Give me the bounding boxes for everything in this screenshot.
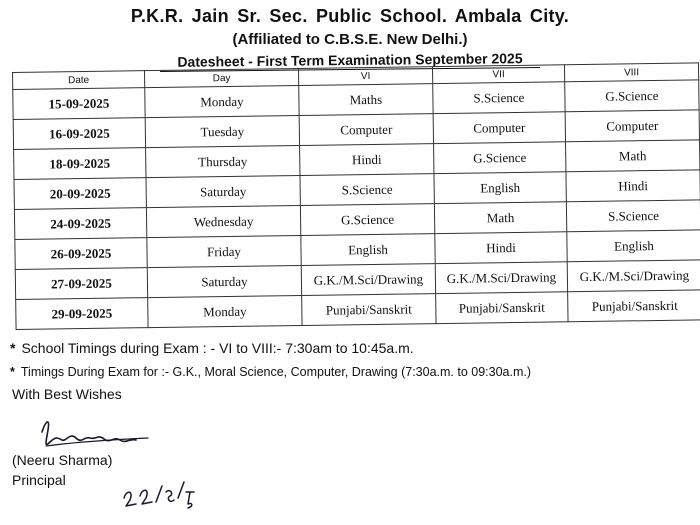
class-vii-subject-cell: Hindi xyxy=(435,232,567,264)
class-vii-subject-cell: Punjabi/Sanskrit xyxy=(436,292,568,324)
class-viii-subject-cell: S.Science xyxy=(566,200,700,232)
class-vii-subject-cell: G.K./M.Sci/Drawing xyxy=(435,262,567,294)
class-viii-subject-cell: G.K./M.Sci/Drawing xyxy=(567,260,700,292)
affiliation-line: (Affiliated to C.B.S.E. New Delhi.) xyxy=(232,31,468,48)
class-vi-subject-cell: Hindi xyxy=(300,144,434,176)
day-cell: Monday xyxy=(145,85,299,117)
day-cell: Friday xyxy=(147,235,301,267)
class-vii-subject-cell: Math xyxy=(434,202,566,234)
column-header-vi: VI xyxy=(298,67,432,86)
day-cell: Wednesday xyxy=(146,205,300,237)
datesheet-title: Datesheet - First Term Examination September 2025 xyxy=(160,50,540,72)
day-cell: Saturday xyxy=(147,265,301,297)
class-vi-subject-cell: Punjabi/Sanskrit xyxy=(302,294,436,326)
class-vi-subject-cell: S.Science xyxy=(300,174,434,206)
class-vi-subject-cell: G.Science xyxy=(300,204,434,236)
date-cell: 20-09-2025 xyxy=(14,178,146,210)
date-cell: 29-09-2025 xyxy=(16,298,148,330)
day-cell: Thursday xyxy=(146,145,300,177)
date-cell: 16-09-2025 xyxy=(13,118,145,150)
class-viii-subject-cell: Punjabi/Sanskrit xyxy=(568,290,700,322)
signatory-name: (Neeru Sharma) xyxy=(12,452,113,468)
closing-wishes: With Best Wishes xyxy=(12,386,122,402)
day-cell: Tuesday xyxy=(145,115,299,147)
date-cell: 24-09-2025 xyxy=(14,208,146,240)
class-viii-subject-cell: Hindi xyxy=(566,170,700,202)
day-cell: Saturday xyxy=(146,175,300,207)
subject-timing-note xyxy=(10,365,531,379)
bullet-marker: * xyxy=(10,365,15,379)
class-viii-subject-cell: English xyxy=(567,230,700,262)
subject-timing-text: Timings During Exam for :- G.K., Moral Science, Computer, Drawing (7:30a.m. to 09:30a.m.) xyxy=(20,365,532,379)
class-viii-subject-cell: Math xyxy=(566,140,700,172)
date-cell: 27-09-2025 xyxy=(15,268,147,300)
exam-timing-text: School Timings during Exam : - VI to VIII:- 7:30am to 10:45a.m. xyxy=(21,340,414,356)
class-vi-subject-cell: Computer xyxy=(299,114,433,146)
column-header-date: Date xyxy=(13,71,145,90)
class-vi-subject-cell: English xyxy=(301,234,435,266)
school-name: P.K.R. Jain Sr. Sec. Public School. Ambala City. xyxy=(130,6,570,26)
signatory-designation: Principal xyxy=(12,472,66,488)
day-cell: Monday xyxy=(148,295,302,327)
datesheet-table-container xyxy=(12,62,700,334)
column-header-vii: VII xyxy=(432,65,564,84)
column-header-viii: VIII xyxy=(564,63,698,82)
class-vii-subject-cell: G.Science xyxy=(434,142,566,174)
class-vi-subject-cell: G.K./M.Sci/Drawing xyxy=(301,264,435,296)
class-viii-subject-cell: G.Science xyxy=(565,80,699,112)
date-cell: 18-09-2025 xyxy=(14,148,146,180)
class-viii-subject-cell: Computer xyxy=(565,110,699,142)
class-vii-subject-cell: English xyxy=(434,172,566,204)
class-vi-subject-cell: Maths xyxy=(299,84,433,116)
bullet-marker: * xyxy=(10,340,16,356)
handwritten-date xyxy=(118,462,198,510)
date-cell: 26-09-2025 xyxy=(15,238,147,270)
class-vii-subject-cell: S.Science xyxy=(433,82,565,114)
class-vii-subject-cell: Computer xyxy=(433,112,565,144)
datesheet-table xyxy=(12,62,700,330)
date-cell: 15-09-2025 xyxy=(13,88,145,120)
column-header-day: Day xyxy=(144,68,298,87)
exam-timing-note xyxy=(10,340,414,356)
